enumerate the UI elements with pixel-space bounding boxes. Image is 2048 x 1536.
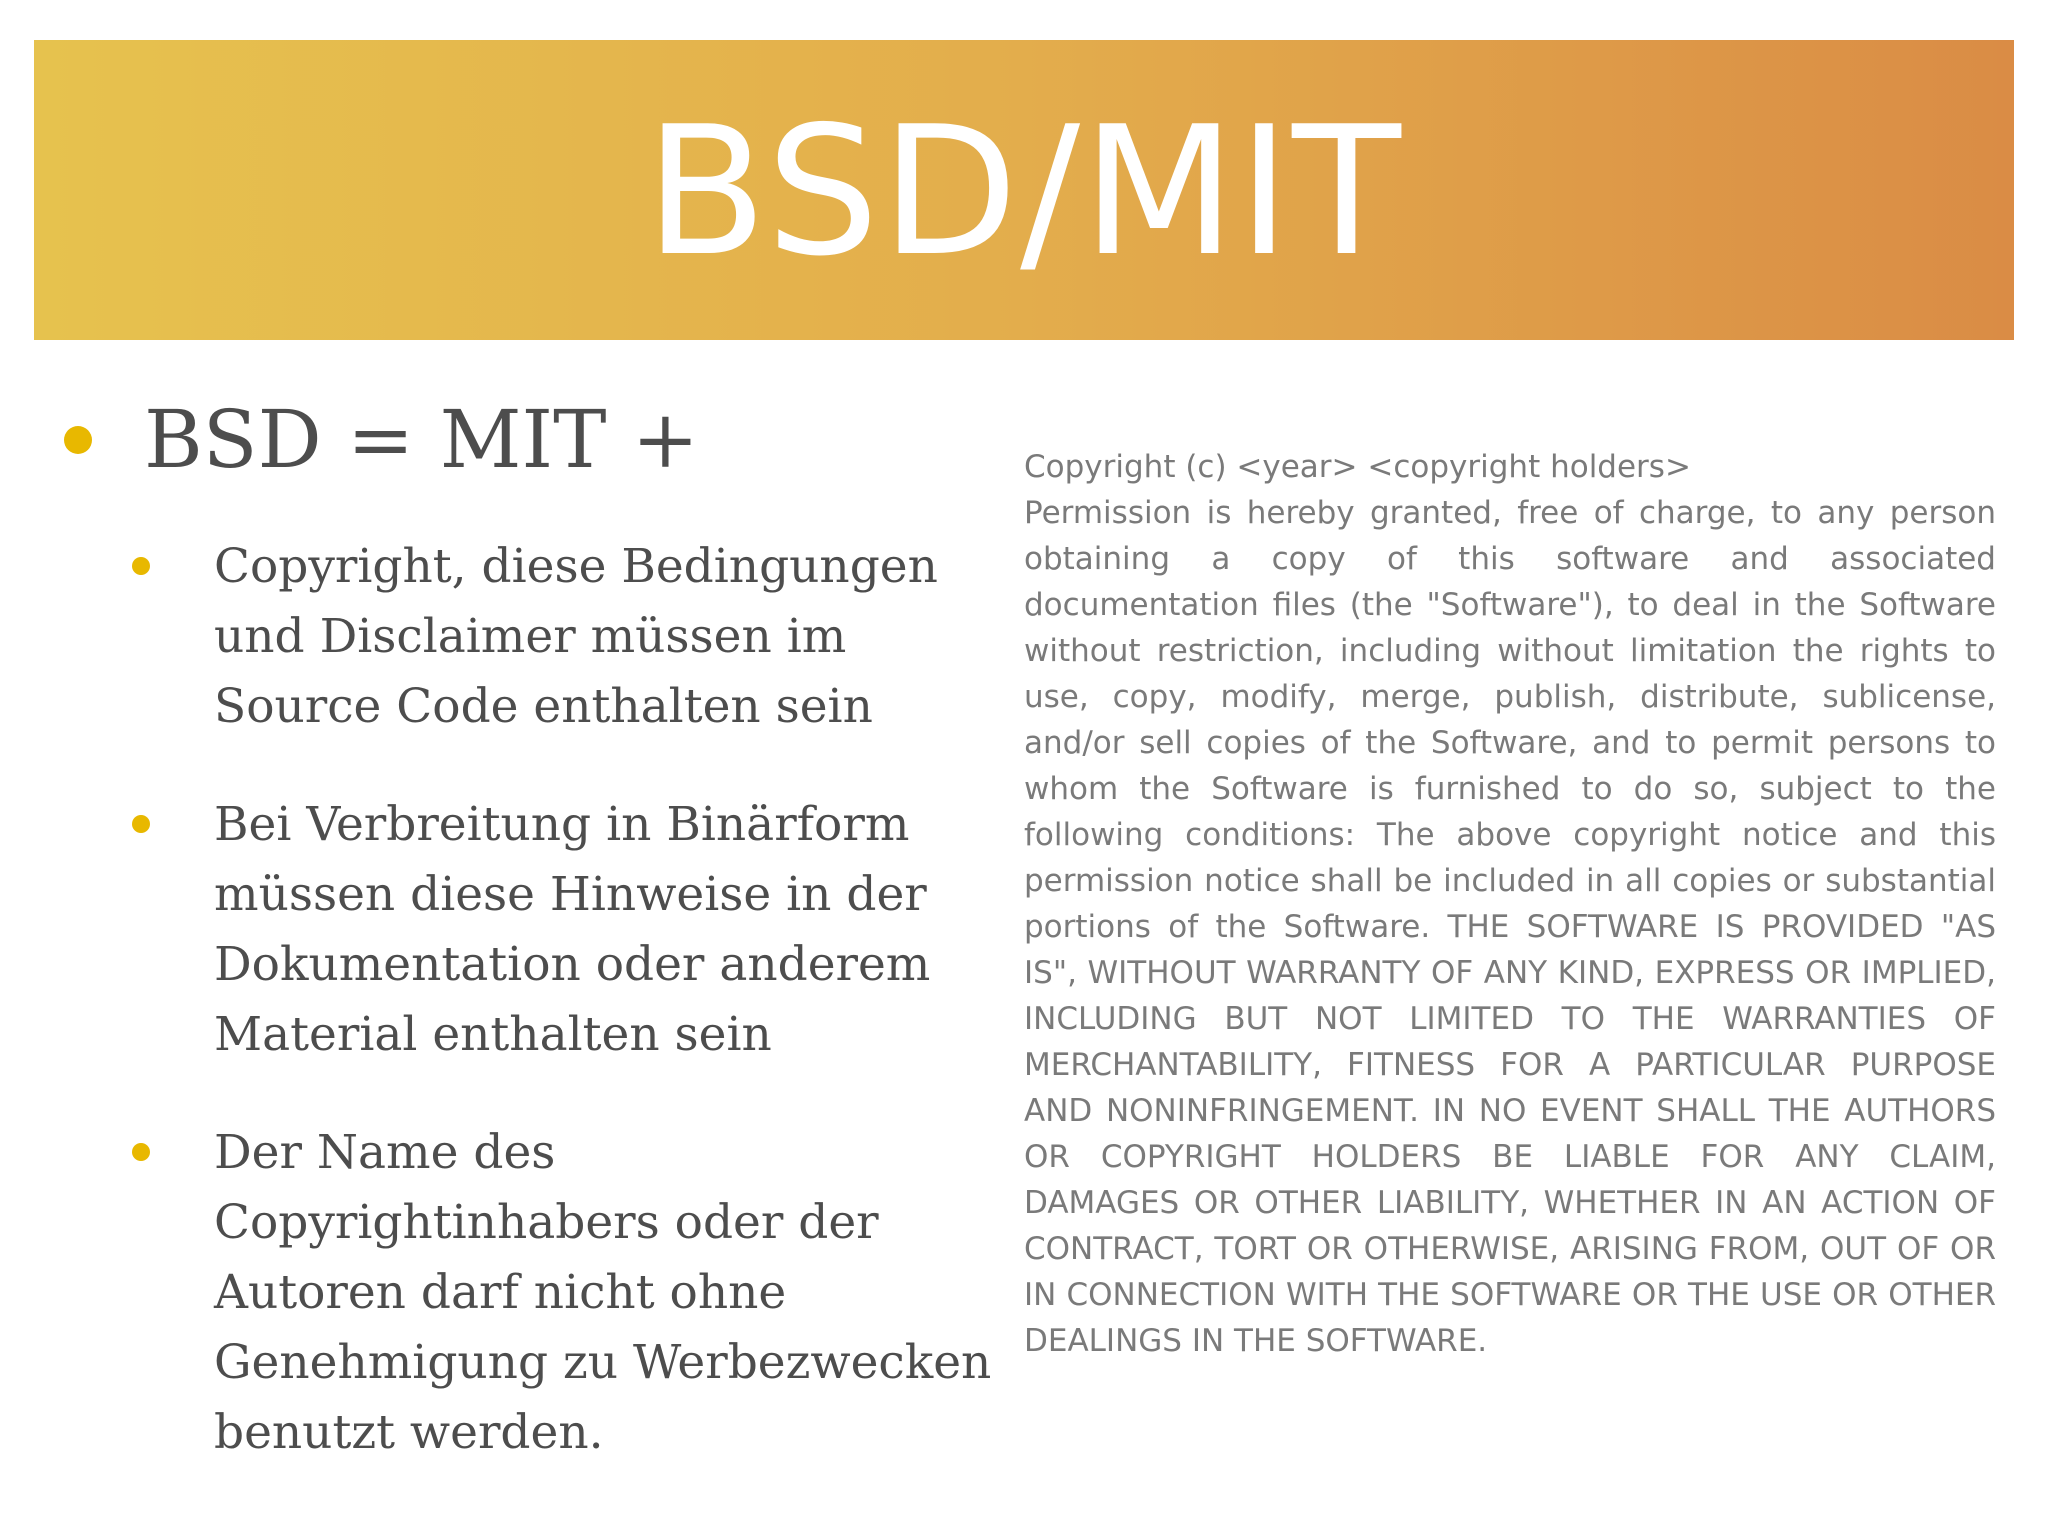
- sub-bullet-list: [60, 532, 1000, 1468]
- slide-title: BSD/MIT: [645, 88, 1403, 295]
- sub-bullet-item: [60, 532, 1014, 742]
- sub-bullet-item: [60, 790, 1014, 1070]
- sub-bullet-text: Copyright, diese Bedingungen und Disclaimer müssen im Source Code enthalten sein: [214, 539, 938, 734]
- bullet-dot-icon: [132, 1143, 150, 1161]
- main-bullet-text: BSD = MIT +: [144, 393, 699, 486]
- bullet-dot-icon: [132, 557, 150, 575]
- sub-bullet-text: Bei Verbreitung in Binärform müssen diese Hinweise in der Dokumentation oder anderem Material enthalten sein: [214, 797, 931, 1062]
- title-banner: [34, 40, 2014, 340]
- bullet-dot-icon: [64, 426, 92, 454]
- bullet-dot-icon: [132, 815, 150, 833]
- sub-bullet-text: Der Name des Copyrightinhabers oder der Autoren darf nicht ohne Genehmigung zu Werbezwecken benutzt werden.: [214, 1125, 992, 1460]
- sub-bullet-item: [60, 1118, 1014, 1468]
- license-text-block: Copyright (c) <year> <copyright holders> Permission is hereby granted, free of charge, to any person obtaining a copy of this software and associated documentation files (the "Software"), to deal in the Software without restriction, including without limitation the rights to use, copy, modify, merge, publish, distribute, sublicense, and/or sell copies of the Software, and to permit persons to whom the Software is furnished to do so, subject to the following conditions: The above copyright notice and this permission notice shall be included in all copies or substantial portions of the Software. THE SOFTWARE IS PROVIDED "AS IS", WITHOUT WARRANTY OF ANY KIND, EXPRESS OR IMPLIED, INCLUDING BUT NOT LIMITED TO THE WARRANTIES OF MERCHANTABILITY, FITNESS FOR A PARTICULAR PURPOSE AND NONINFRINGEMENT. IN NO EVENT SHALL THE AUTHORS OR COPYRIGHT HOLDERS BE LIABLE FOR ANY CLAIM, DAMAGES OR OTHER LIABILITY, WHETHER IN AN ACTION OF CONTRACT, TORT OR OTHERWISE, ARISING FROM, OUT OF OR IN CONNECTION WITH THE SOFTWARE OR THE USE OR OTHER DEALINGS IN THE SOFTWARE.: [1024, 449, 1996, 1359]
- bullet-list: [60, 390, 1000, 1516]
- main-bullet: [60, 390, 1000, 490]
